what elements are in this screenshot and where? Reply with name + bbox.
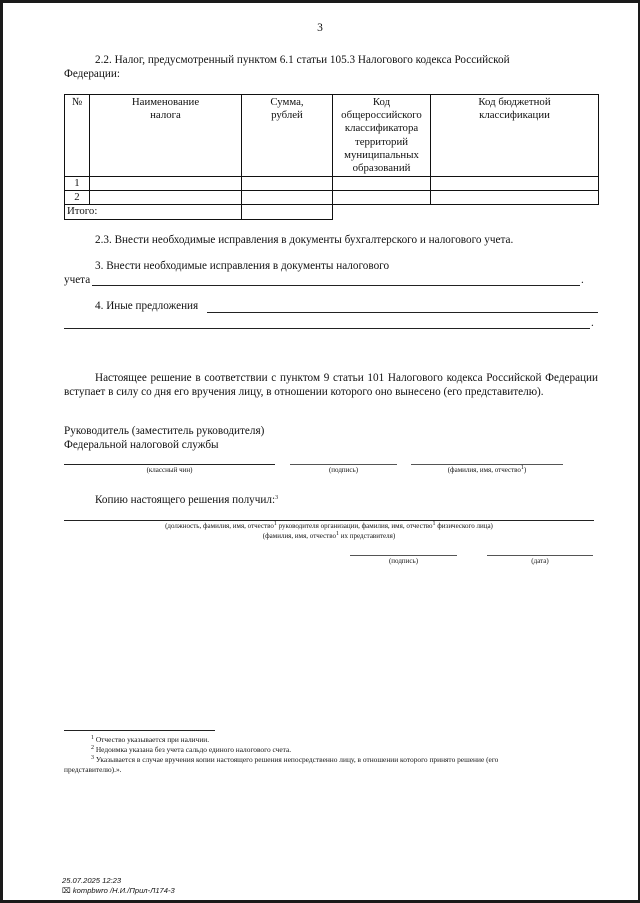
footnote-separator: [64, 730, 215, 731]
header-tax-name: Наименование налога: [90, 95, 242, 177]
full-name-caption: (фамилия, имя, отчество$^1$): [447, 465, 527, 474]
header-num: №: [65, 95, 90, 177]
full-name-line[interactable]: [411, 464, 563, 465]
total-label: Итого:: [65, 205, 242, 219]
table-header-row: [65, 95, 599, 177]
section-4-fill-line-2[interactable]: [64, 328, 590, 329]
header-sum: Сумма, рублей: [242, 95, 333, 177]
recipient-date-caption: (дата): [531, 557, 549, 565]
copy-received-label: Копию настоящего решения получил:$^3$: [95, 494, 279, 506]
header-kbk: Код бюджетной классификации: [431, 95, 599, 177]
row-sum-cell[interactable]: [242, 191, 333, 205]
row-tax-name-cell[interactable]: [90, 191, 242, 205]
stamp-doc-ref: ⌧ kompbwro /Н.И./Прил-Л174-3: [62, 886, 175, 895]
page-number: 3: [317, 22, 323, 34]
signatory-title-line2: Федеральной налоговой службы: [64, 439, 219, 451]
signature-caption: (подпись): [328, 466, 359, 474]
row-kbk-cell[interactable]: [431, 191, 599, 205]
signatory-title-line1: Руководитель (заместитель руководителя): [64, 425, 265, 437]
section-3-line1: 3. Внести необходимые исправления в документы налогового: [95, 260, 390, 272]
section-3-prefix: учета: [64, 274, 91, 286]
section-4-label: 4. Иные предложения: [95, 300, 199, 312]
row-tax-name-cell[interactable]: [90, 177, 242, 191]
section-4-suffix: .: [591, 317, 594, 329]
row-sum-cell[interactable]: [242, 177, 333, 191]
recipient-signature-caption: (подпись): [388, 557, 419, 565]
section-3-fill-line[interactable]: [92, 285, 580, 286]
footnote-3-continuation: представителю).».: [64, 765, 122, 774]
section-2-2-line1: 2.2. Налог, предусмотренный пунктом 6.1 статьи 105.3 Налогового кодекса Российской: [95, 54, 510, 66]
table-row: [65, 191, 599, 205]
decision-paragraph: Настоящее решение в соответствии с пунктом 9 статьи 101 Налогового кодекса Российской Федерации вступает в силу со дня его вручения лицу, в отношении которого оно вынесено (его представителю).: [64, 372, 598, 398]
table-row: [65, 177, 599, 191]
section-2-2-line2: Федерации:: [64, 68, 120, 80]
total-sum-cell[interactable]: [242, 205, 333, 219]
rank-line[interactable]: [64, 464, 275, 465]
footnote-3: $^3$ Указывается в случае вручения копии настоящего решения непосредственно лицу, в отношении которого принято решение (его: [91, 755, 499, 764]
footnote-1: $^1$ Отчество указывается при наличии.: [91, 735, 210, 744]
recipient-line[interactable]: [64, 520, 594, 521]
recipient-caption-line1: (должность, фамилия, имя, отчество$^1$ руководителя организации, фамилия, имя, отчество$^1$ физического лица): [165, 521, 493, 530]
recipient-caption-line2: (фамилия, имя, отчество$^1$ их представителя): [262, 531, 396, 540]
tax-table: [64, 94, 599, 220]
section-4-fill-line-1[interactable]: [207, 312, 598, 313]
table-total-row: [65, 205, 599, 219]
section-3-suffix: .: [581, 274, 584, 286]
section-2-3: 2.3. Внести необходимые исправления в документы бухгалтерского и налогового учета.: [95, 234, 514, 246]
recipient-signature-line[interactable]: [350, 555, 457, 556]
rank-caption: (классный чин): [146, 466, 193, 474]
row-num: 1: [65, 177, 90, 191]
row-kbk-cell[interactable]: [431, 177, 599, 191]
stamp-datetime: 25.07.2025 12:23: [62, 876, 122, 885]
footnote-2: $^2$ Недоимка указана без учета сальдо единого налогового счета.: [91, 745, 292, 754]
header-oktmo: Код общероссийского классификатора территорий муниципальных образований: [333, 95, 431, 177]
signature-line[interactable]: [290, 464, 397, 465]
row-num: 2: [65, 191, 90, 205]
row-oktmo-cell[interactable]: [333, 177, 431, 191]
recipient-date-line[interactable]: [487, 555, 593, 556]
row-oktmo-cell[interactable]: [333, 191, 431, 205]
